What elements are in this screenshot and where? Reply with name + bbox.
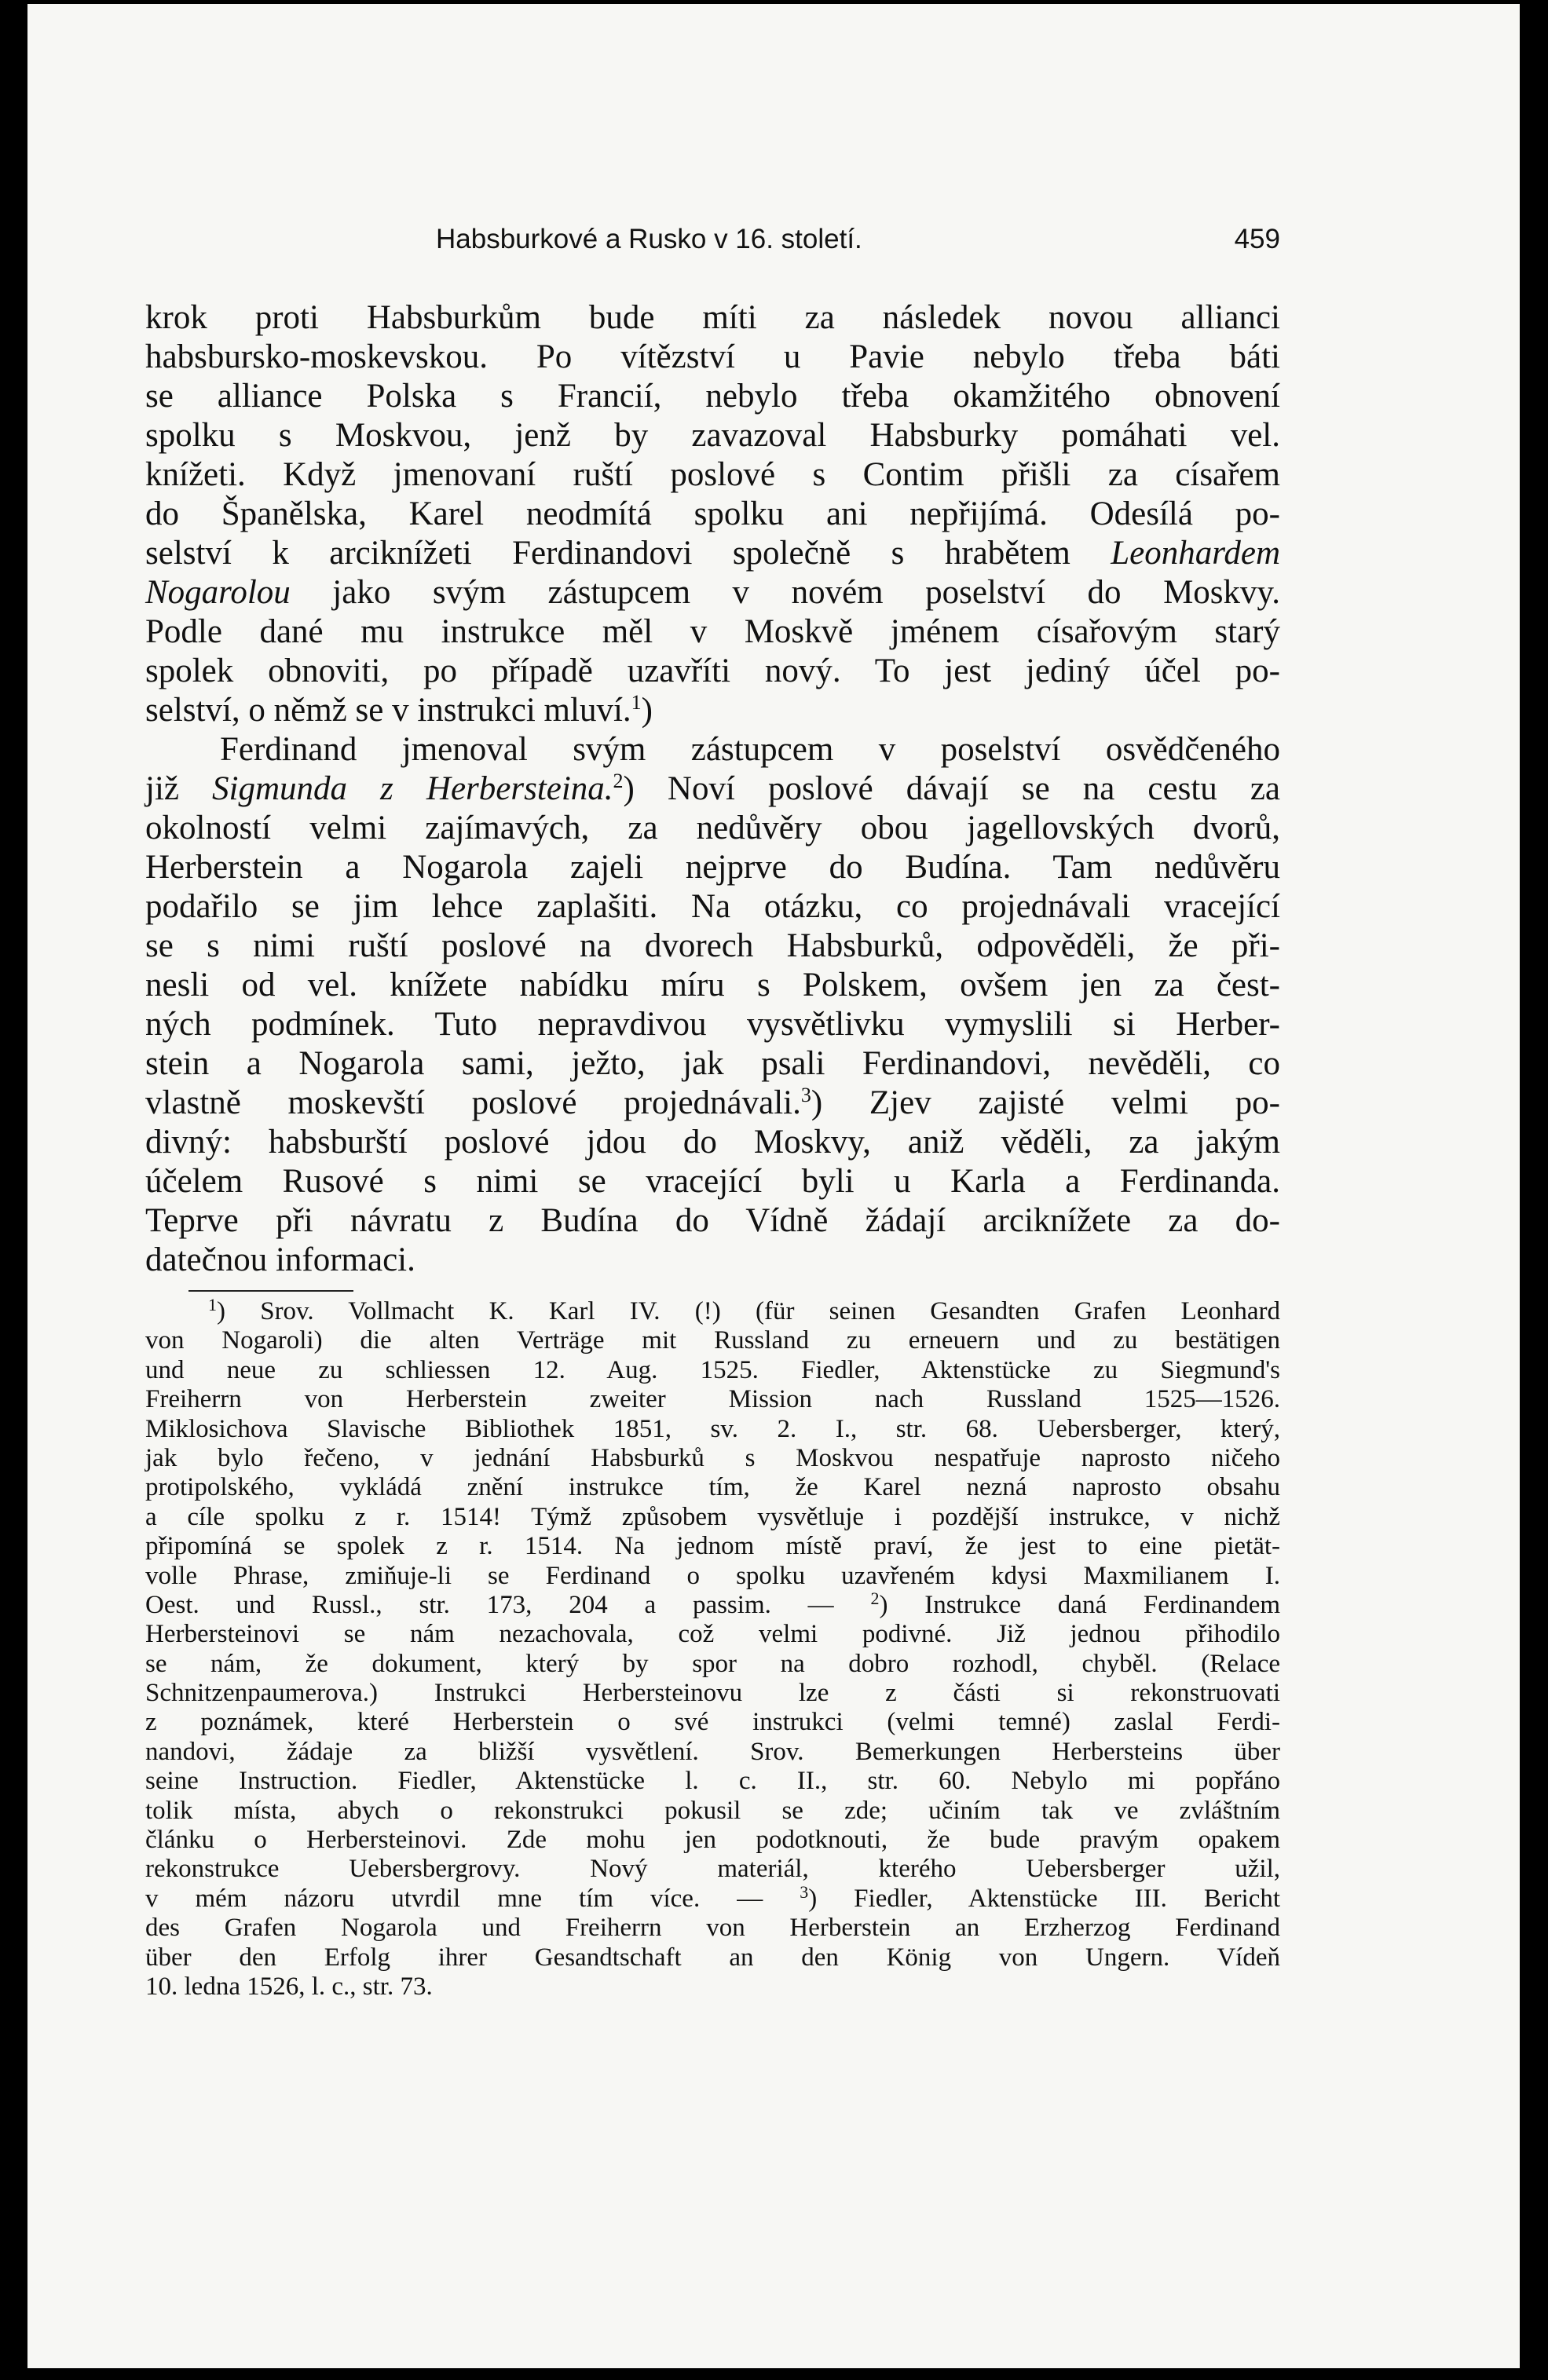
text-line <box>145 770 1280 809</box>
text-line: spolek obnoviti, po případě uzavříti nový. To jest jediný účel po- <box>145 653 1280 689</box>
text-line: nesli od vel. knížete nabídku míru s Polskem, ovšem jen za čest- <box>145 967 1280 1004</box>
text-line: Podle dané mu instrukce měl v Moskvě jménem císařovým starý <box>145 613 1280 650</box>
text-line: účelem Rusové s nimi se vracející byli u Karla a Ferdinanda. <box>145 1163 1280 1200</box>
text-segment: ) Srov. Vollmacht K. Karl IV. (!) (für seinen Gesandten Grafen Leonhard <box>217 1297 1280 1325</box>
text-line: podařilo se jim lehce zaplašiti. Na otázku, co projednávali vracející <box>145 888 1280 925</box>
footnote-ref: 3 <box>800 1084 811 1106</box>
footnote-line <box>145 1588 1281 1620</box>
text-line: spolku s Moskvou, jenž by zavazoval Habsburky pomáhati vel. <box>145 417 1280 454</box>
text-segment: ) Zjev zajisté velmi po- <box>811 1084 1280 1121</box>
footnote-line: seine Instruction. Fiedler, Aktenstücke l. c. II., str. 60. Nebylo mi popřáno <box>145 1767 1280 1796</box>
text-line <box>145 691 1280 730</box>
footnote-line: z poznámek, které Herberstein o své instrukci (velmi temné) zaslal Ferdi- <box>145 1708 1280 1737</box>
text-line: datečnou informaci. <box>145 1241 415 1278</box>
text-line: se alliance Polska s Francií, nebylo třeba okamžitého obnovení <box>145 378 1280 415</box>
text-segment: ) Fiedler, Aktenstücke III. Bericht <box>808 1884 1281 1913</box>
text-line: divný: habsburští poslové jdou do Moskvy, aniž věděli, za jakým <box>145 1124 1280 1161</box>
footnote-line: 10. ledna 1526, l. c., str. 73. <box>145 1972 433 2001</box>
text-segment: jako svým zástupcem v novém poselství do Moskvy. <box>332 574 1280 611</box>
footnote-line: nandovi, žádaje za bližší vysvětlení. Srov. Bemerkungen Herbersteins über <box>145 1737 1280 1766</box>
text-line: Herberstein a Nogarola zajeli nejprve do Budína. Tam nedůvěru <box>145 849 1280 886</box>
text-line: se s nimi ruští poslové na dvorech Habsburků, odpověděli, že při- <box>145 927 1280 964</box>
footnote-line: Schnitzenpaumerova.) Instrukci Herbersteinovu lze z části si rekonstruovati <box>145 1679 1280 1708</box>
text-line: habsbursko-moskevskou. Po vítězství u Pavie nebylo třeba báti <box>145 338 1280 375</box>
text-line <box>145 573 1280 612</box>
text-line: okolností velmi zajímavých, za nedůvěry obou jagellovských dvorů, <box>145 810 1280 846</box>
footnote-line <box>145 1297 1280 1326</box>
footnote-marker: 2 <box>870 1588 880 1608</box>
text-segment: již <box>145 770 179 807</box>
footnote-separator <box>188 1290 353 1292</box>
footnote-marker: 1 <box>208 1295 217 1314</box>
footnote-line: des Grafen Nogarola und Freiherrn von Herberstein an Erzherzog Ferdinand <box>145 1914 1280 1943</box>
text-line <box>145 1084 1280 1123</box>
text-line <box>145 534 1280 573</box>
page-header <box>436 224 1280 271</box>
footnote-marker: 3 <box>800 1881 809 1902</box>
text-segment: ) <box>641 692 653 729</box>
footnote-line <box>145 1881 1281 1914</box>
text-segment: selství k arciknížeti Ferdinandovi společně s hrabětem <box>145 535 1070 572</box>
italic-name: Leonhardem <box>1111 535 1281 572</box>
footnote-line: článku o Herbersteinovi. Zde mohu jen podotknouti, že bude pravým opakem <box>145 1826 1280 1855</box>
footnote-line: připomíná se spolek z r. 1514. Na jednom místě praví, že jest to eine pietät- <box>145 1532 1280 1561</box>
footnote-line: tolik místa, abych o rekonstrukci pokusil se zde; učiním tak ve zvláštním <box>145 1796 1280 1825</box>
footnote-line: Herbersteinovi se nám nezachovala, což velmi podivné. Již jednou přihodilo <box>145 1620 1280 1649</box>
footnote-line: se nám, že dokument, který by spor na dobro rozhodl, chyběl. (Relace <box>145 1649 1280 1678</box>
text-line: Teprve při návratu z Budína do Vídně žádají arciknížete za do- <box>145 1202 1280 1239</box>
footnotes <box>145 1297 1280 2002</box>
text-segment: ) Noví poslové dávají se na cestu za <box>623 770 1281 807</box>
text-line: stein a Nogarola sami, ježto, jak psali Ferdinandovi, nevěděli, co <box>145 1045 1280 1082</box>
text-segment: ) Instrukce daná Ferdinandem <box>879 1590 1281 1619</box>
footnote-ref: 1 <box>631 691 642 714</box>
text-line: ných podmínek. Tuto nepravdivou vysvětlivku vymyslili si Herber- <box>145 1006 1280 1043</box>
footnote-line: rekonstrukce Uebersbergrovy. Nový materiál, kterého Uebersberger užil, <box>145 1855 1280 1884</box>
footnote-line: und neue zu schliessen 12. Aug. 1525. Fiedler, Aktenstücke zu Siegmund's <box>145 1355 1280 1384</box>
footnote-ref: 2 <box>613 770 624 792</box>
footnote-line: volle Phrase, zmiňuje-li se Ferdinand o spolku uzavřeném kdysi Maxmilianem I. <box>145 1561 1280 1590</box>
footnote-line: Freiherrn von Herberstein zweiter Mission nach Russland 1525—1526. <box>145 1385 1280 1414</box>
text-line: Ferdinand jmenoval svým zástupcem v poselství osvědčeného <box>220 731 1280 768</box>
text-line: krok proti Habsburkům bude míti za následek novou allianci <box>145 299 1280 336</box>
text-line: knížeti. Když jmenovaní ruští poslové s Contim přišli za císařem <box>145 456 1280 493</box>
footnote-line: Miklosichova Slavische Bibliothek 1851, sv. 2. I., str. 68. Uebersberger, který, <box>145 1414 1280 1443</box>
scanned-page <box>27 4 1520 2368</box>
page-number: 459 <box>1234 224 1280 254</box>
footnote-line: über den Erfolg ihrer Gesandtschaft an den König von Ungern. Vídeň <box>145 1943 1280 1972</box>
text-segment: Oest. und Russl., str. 173, 204 a passim. — <box>145 1590 834 1619</box>
footnote-line: protipolského, vykládá znění instrukce tím, že Karel nezná naprosto obsahu <box>145 1473 1280 1502</box>
footnote-line: jak bylo řečeno, v jednání Habsburků s Moskvou nespatřuje naprosto ničeho <box>145 1443 1280 1472</box>
text-segment: vlastně moskevští poslové projednávali. <box>145 1084 801 1121</box>
footnote-line: a cíle spolku z r. 1514! Týmž způsobem vysvětluje i pozdější instrukce, v nichž <box>145 1502 1280 1531</box>
text-line: do Španělska, Karel neodmítá spolku ani nepřijímá. Odesílá po- <box>145 495 1280 532</box>
footnote-line: von Nogaroli) die alten Verträge mit Russland zu erneuern und zu bestätigen <box>145 1326 1280 1355</box>
running-title: Habsburkové a Rusko v 16. století. <box>436 224 862 254</box>
body-text <box>145 298 1280 1280</box>
text-segment: v mém názoru utvrdil mne tím více. — <box>145 1884 763 1913</box>
italic-name: Nogarolou <box>145 574 291 611</box>
text-segment: selství, o němž se v instrukci mluví. <box>145 692 631 729</box>
italic-name: Sigmunda z Herbersteina. <box>212 770 613 807</box>
